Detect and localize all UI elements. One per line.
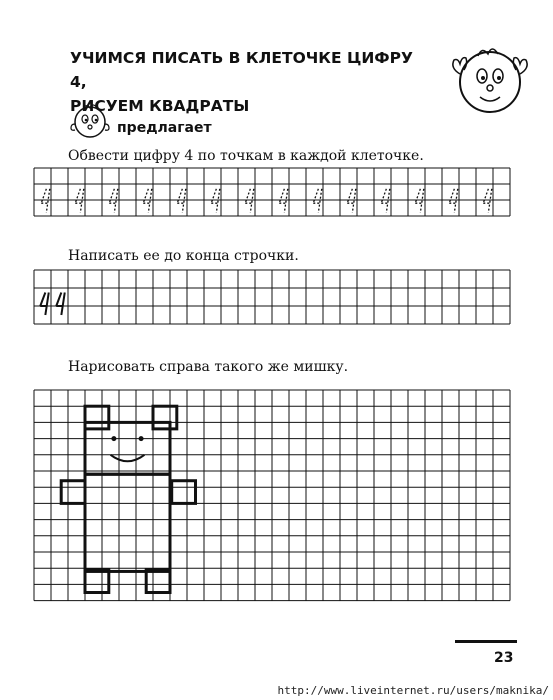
dotted-digit-4	[386, 189, 389, 213]
digit-4	[56, 293, 61, 307]
page-number: 23	[494, 650, 514, 666]
dotted-digit-4	[148, 189, 151, 213]
dotted-digit-4	[41, 189, 46, 203]
dotted-digit-4	[80, 189, 83, 213]
instruction-trace: Обвести цифру 4 по точкам в каждой клеточке.	[68, 148, 424, 164]
instruction-draw: Нарисовать справа такого же мишку.	[68, 359, 349, 375]
bear-smile	[111, 455, 145, 461]
bear-eye	[111, 436, 116, 441]
title-line-1: УЧИМСЯ ПИСАТЬ В КЛЕТОЧКЕ ЦИФРУ 4,	[70, 49, 413, 91]
digit-4	[40, 293, 45, 307]
source-watermark: http://www.liveinternet.ru/users/maknika/	[277, 684, 549, 697]
bear-body	[85, 474, 170, 571]
dotted-digit-4	[216, 189, 219, 213]
dotted-digit-4	[347, 189, 352, 203]
dotted-digit-4	[352, 189, 355, 213]
dotted-digit-4	[415, 189, 420, 203]
bear-left-ear	[85, 406, 109, 429]
dotted-digit-4	[143, 189, 148, 203]
dotted-digit-4	[245, 189, 250, 203]
bear-right-paw	[172, 481, 196, 504]
page-number-rule	[455, 640, 517, 643]
bear-right-foot	[146, 570, 170, 593]
dotted-digit-4	[284, 189, 287, 213]
title-line-2: РИСУЕМ КВАДРАТЫ	[70, 97, 250, 115]
dotted-digit-4	[454, 189, 457, 213]
bear-right-ear	[153, 406, 177, 429]
dotted-digit-4	[318, 189, 321, 213]
dotted-digit-4	[75, 189, 80, 203]
dotted-digit-4	[381, 189, 386, 203]
dotted-digit-4	[114, 189, 117, 213]
dotted-digit-4	[420, 189, 423, 213]
dotted-digit-4	[279, 189, 284, 203]
bear-left-paw	[61, 481, 85, 504]
dotted-digit-4	[109, 189, 114, 203]
dotted-digit-4	[483, 189, 488, 203]
dotted-digit-4	[177, 189, 182, 203]
dotted-digit-4	[488, 189, 491, 213]
dotted-digit-4	[211, 189, 216, 203]
dotted-digit-4	[182, 189, 185, 213]
bear-eye	[139, 436, 144, 441]
dotted-digit-4	[46, 189, 49, 213]
dotted-digit-4	[250, 189, 253, 213]
digit-4	[61, 293, 64, 316]
bear-left-foot	[85, 570, 109, 593]
digit-4	[45, 293, 48, 316]
dotted-digit-4	[449, 189, 454, 203]
instruction-continue: Написать ее до конца строчки.	[68, 248, 299, 264]
suggests-label: предлагает	[117, 120, 212, 136]
dotted-digit-4	[313, 189, 318, 203]
